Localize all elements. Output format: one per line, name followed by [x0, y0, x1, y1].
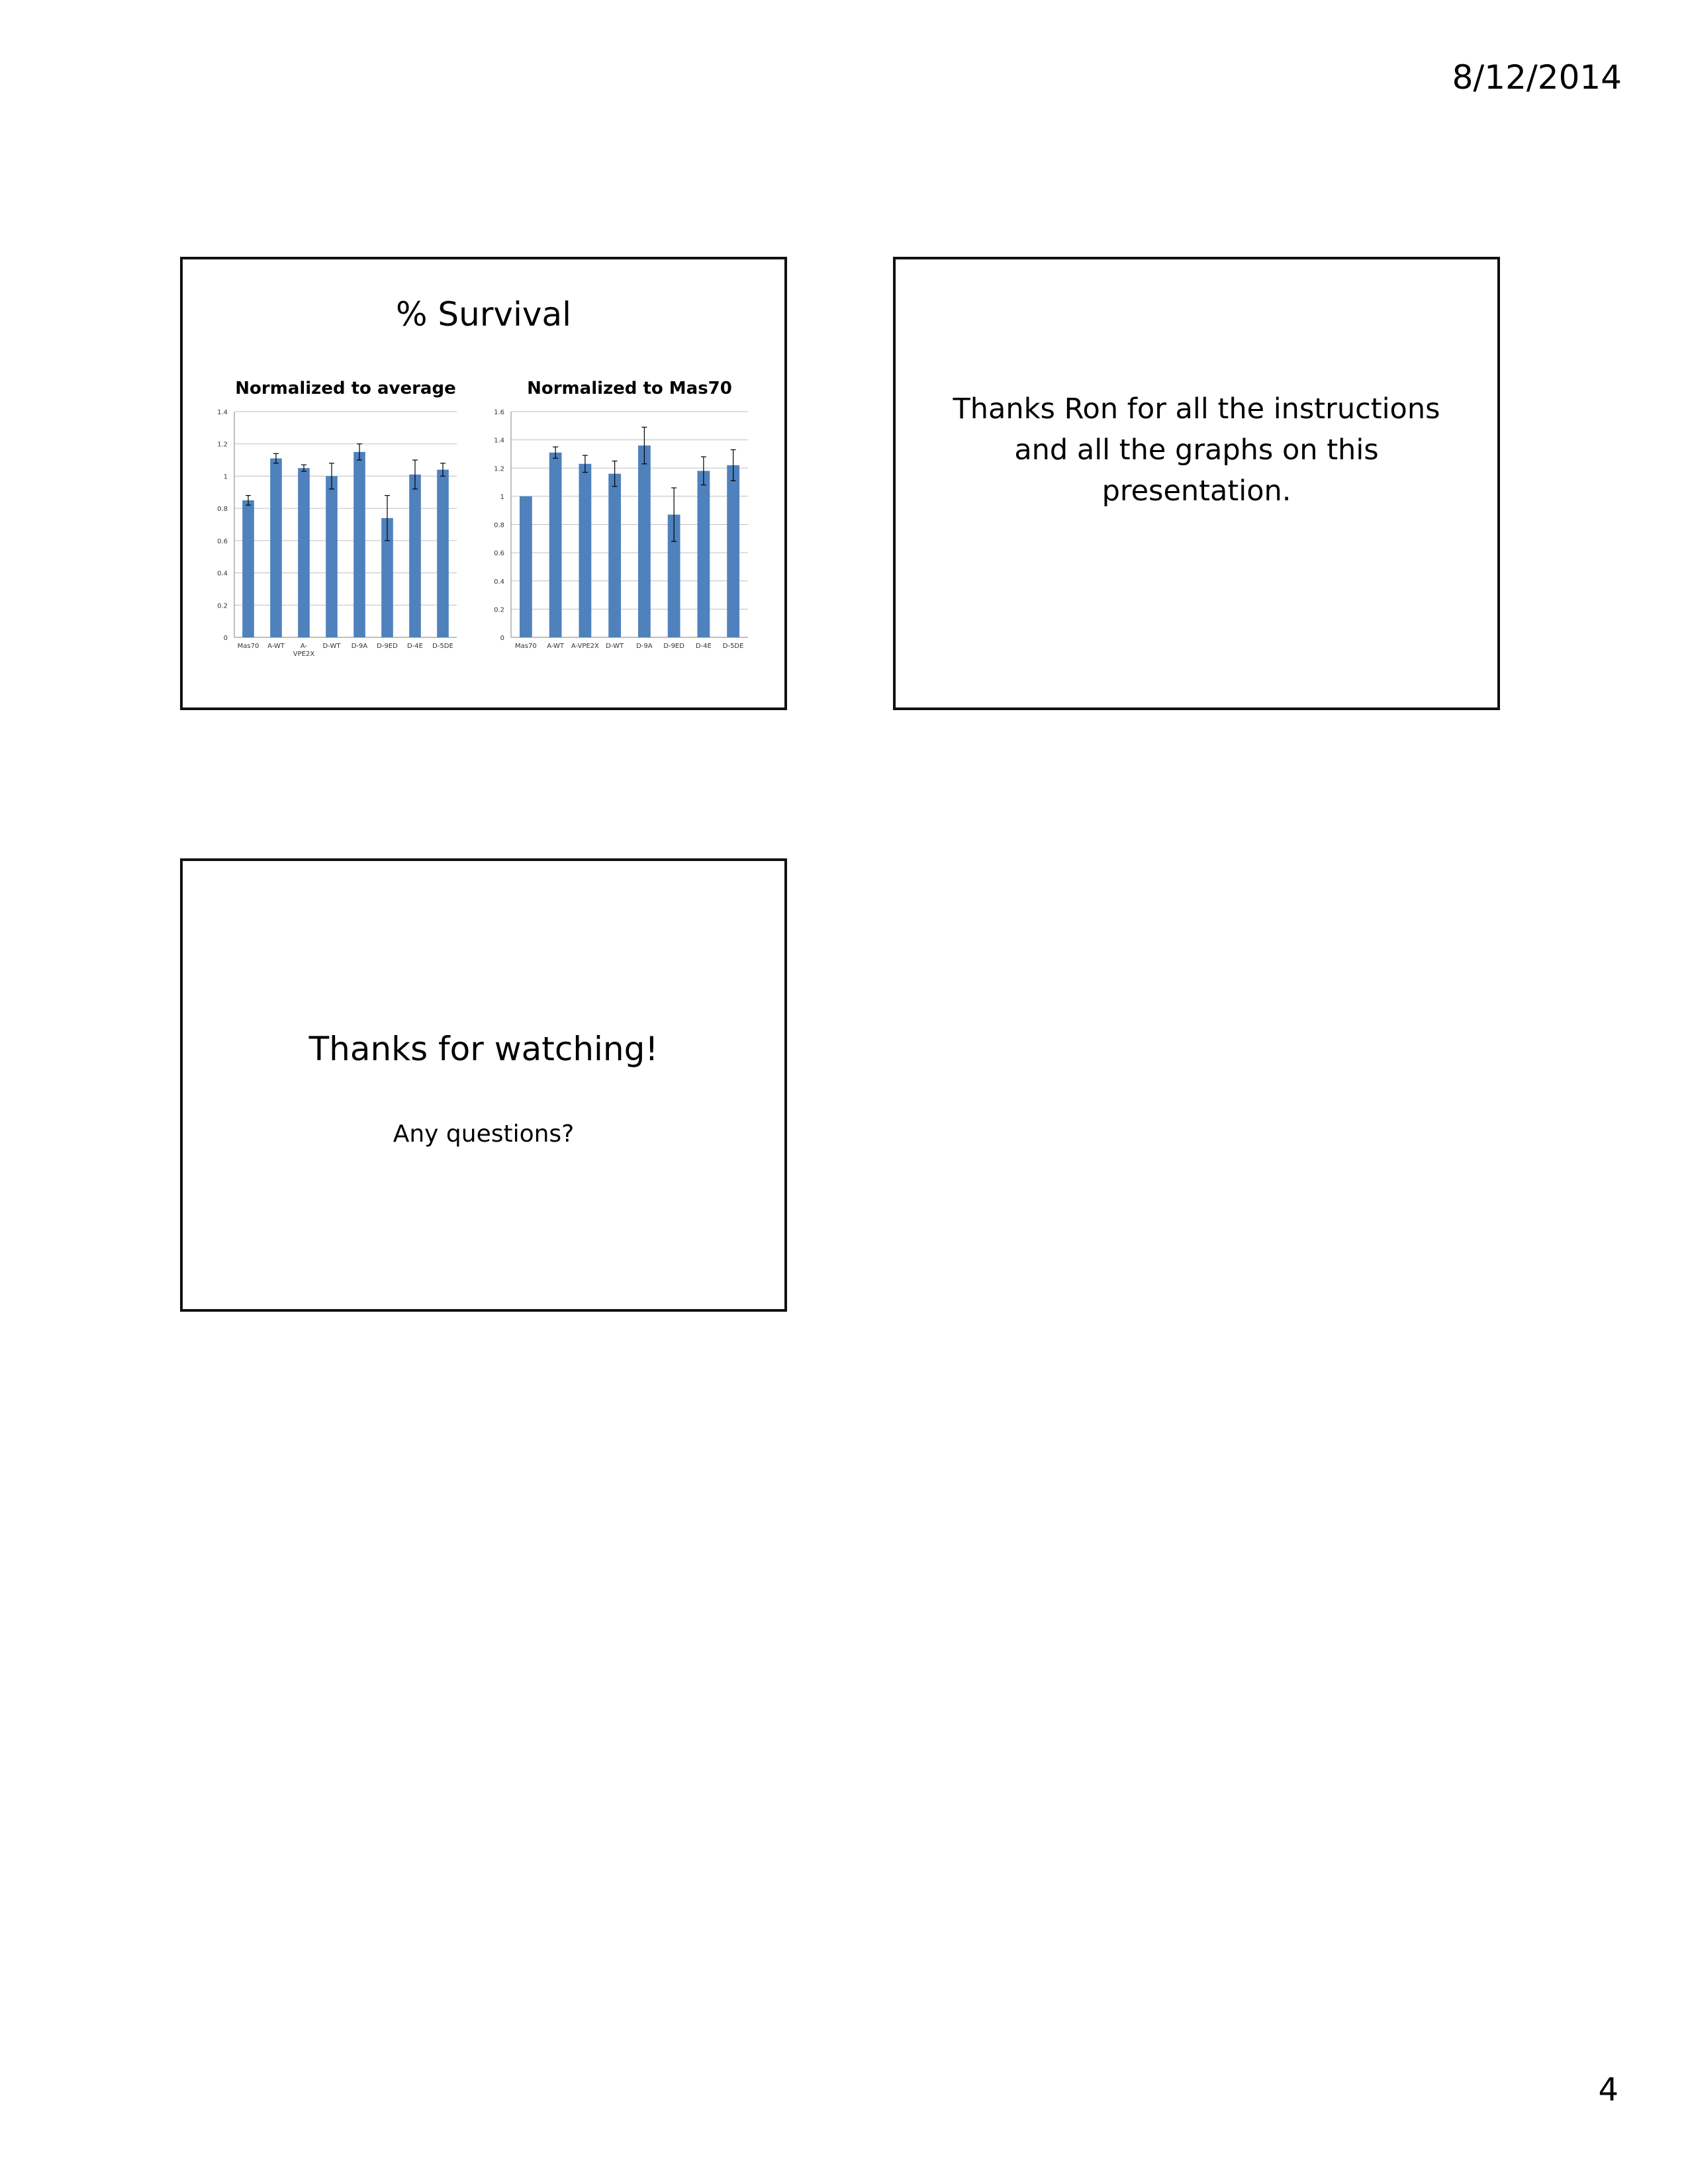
y-tick-label: 0 [223, 635, 228, 642]
bar-d-5de [437, 470, 449, 637]
chart-normalized-to-mas70 [494, 379, 748, 650]
x-tick-label: D-4E [407, 643, 423, 650]
x-tick-label: D-5DE [432, 643, 453, 650]
y-tick-label: 0.6 [217, 537, 228, 545]
bar-a-wt [549, 453, 562, 637]
bar-d-wt [326, 476, 338, 637]
bar-mas70 [520, 496, 532, 637]
bar-d-4e [697, 471, 710, 637]
x-tick-label: A-WT [547, 643, 565, 650]
slide-title: % Survival [396, 295, 571, 334]
y-tick-label: 1.2 [217, 441, 228, 449]
slide-survival [180, 257, 787, 710]
bar-mas70 [242, 500, 254, 637]
y-tick-label: 0.8 [217, 506, 228, 514]
y-tick-label: 1 [500, 493, 504, 501]
bar-a-vpe2x [298, 468, 310, 637]
x-tick-label: Mas70 [237, 643, 259, 650]
x-tick-label: D-WT [606, 643, 624, 650]
y-tick-label: 0.8 [494, 522, 504, 529]
chart-title: Normalized to average [235, 379, 456, 398]
x-tick-label: D-9A [636, 643, 653, 650]
y-tick-label: 0.6 [494, 550, 504, 558]
x-tick-label: A-WT [267, 643, 285, 650]
slide-thanks-for-watching [180, 858, 787, 1312]
x-tick-label: D-5DE [722, 643, 744, 650]
x-tick-label: D-9ED [663, 643, 684, 650]
slide-body-text: Thanks Ron for all the instructions and all the graphs on this presentation. [953, 392, 1440, 508]
x-tick-label: A-VPE2X [571, 643, 599, 650]
slide-title: Thanks for watching! [308, 1030, 659, 1068]
slide-thanks-ron [893, 257, 1500, 710]
charts-canvas [183, 259, 784, 707]
x-tick-label: D-4E [695, 643, 712, 650]
x-tick-label: D-9ED [377, 643, 398, 650]
y-tick-label: 1.2 [494, 465, 504, 473]
y-tick-label: 1 [223, 473, 228, 481]
bar-a-wt [270, 459, 282, 637]
bar-d-4e [409, 475, 421, 637]
y-tick-label: 0.4 [494, 578, 504, 586]
y-tick-label: 1.4 [494, 437, 504, 445]
header-date: 8/12/2014 [1452, 58, 1622, 97]
x-tick-label: D-WT [322, 643, 341, 650]
chart-normalized-to-average [217, 379, 457, 658]
page-number: 4 [1598, 2071, 1618, 2109]
bar-d-9a [353, 452, 365, 637]
bar-a-vpe2x [579, 464, 591, 637]
y-tick-label: 0.2 [494, 606, 504, 614]
y-tick-label: 1.6 [494, 409, 504, 416]
x-tick-label: Mas70 [515, 643, 537, 650]
bar-d-wt [608, 474, 621, 637]
y-tick-label: 1.4 [217, 409, 228, 416]
chart-title: Normalized to Mas70 [527, 379, 732, 398]
x-tick-label: VPE2X [293, 651, 315, 658]
bar-d-9a [638, 445, 651, 637]
slide-subtitle: Any questions? [393, 1120, 575, 1148]
y-tick-label: 0 [500, 635, 504, 642]
x-tick-label: D-9A [351, 643, 368, 650]
bar-d-5de [727, 465, 739, 637]
y-tick-label: 0.4 [217, 570, 228, 578]
x-tick-label: A- [300, 643, 308, 650]
y-tick-label: 0.2 [217, 602, 228, 610]
